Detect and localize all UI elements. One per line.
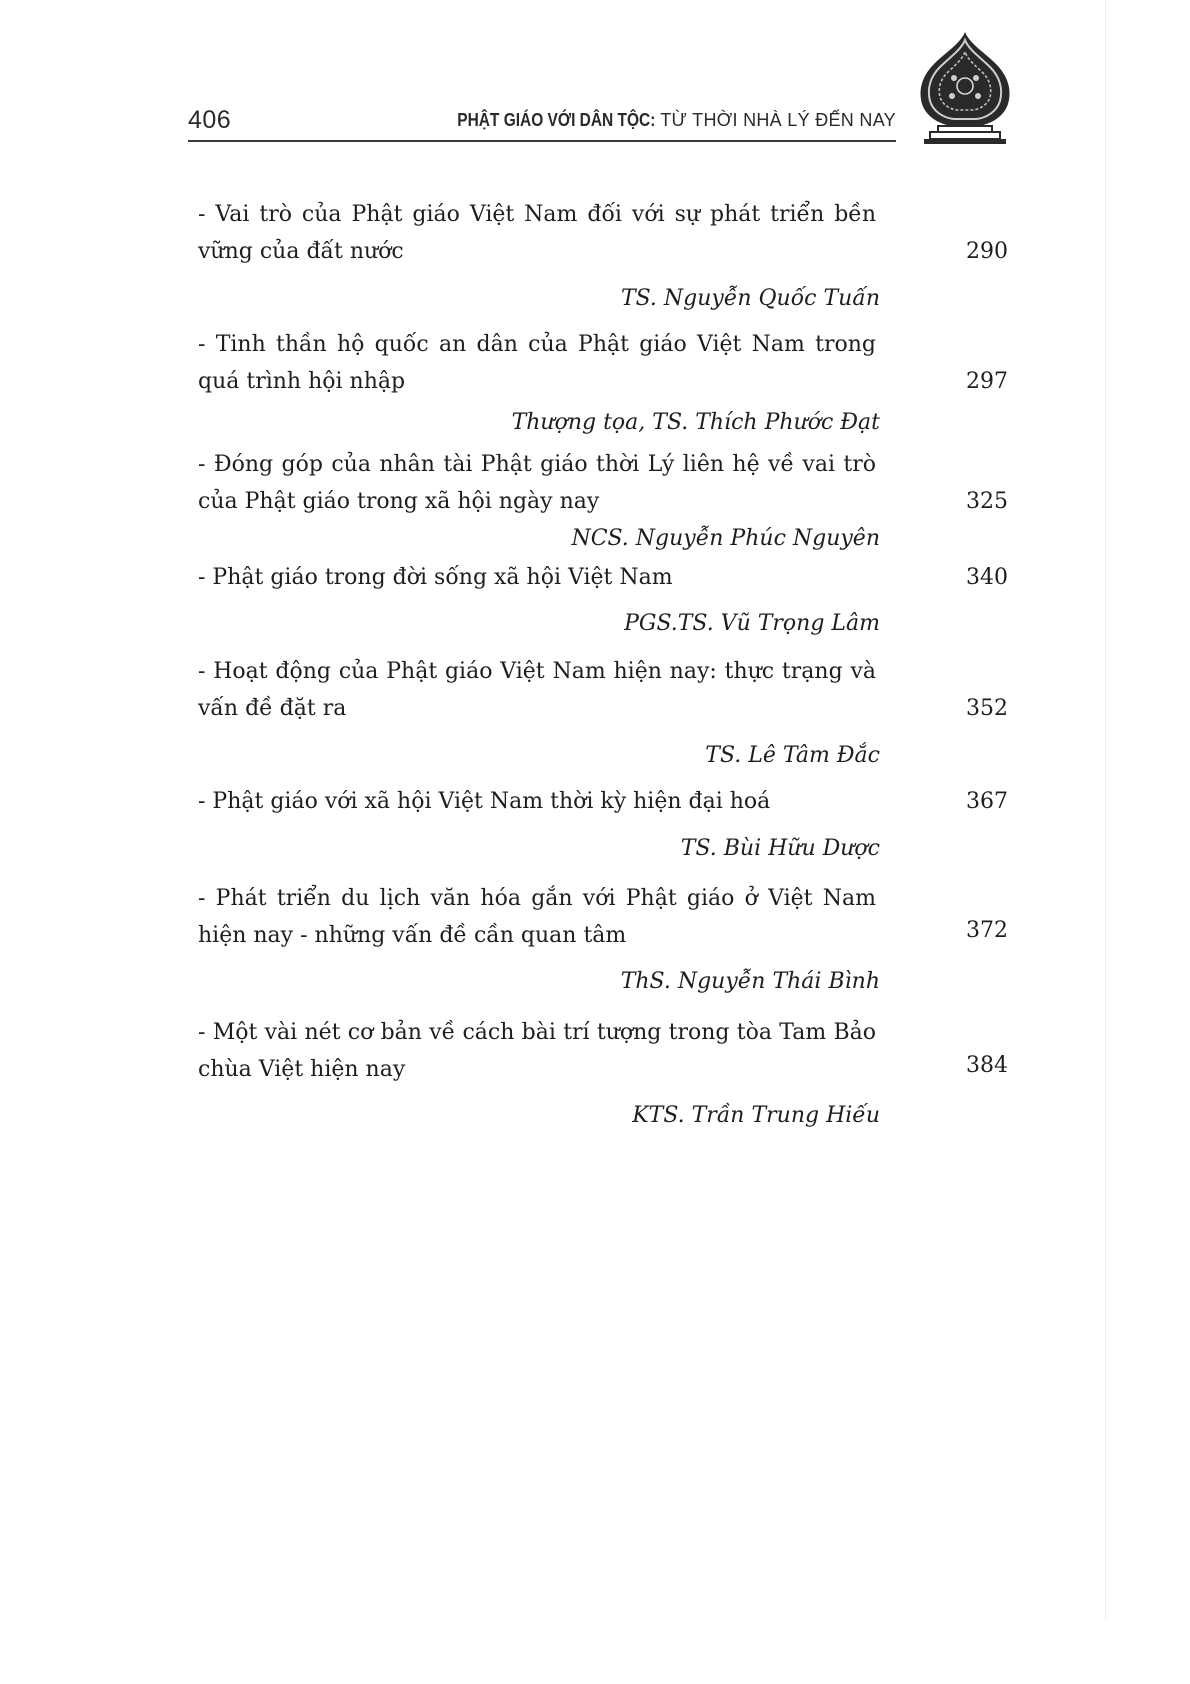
entry-title-line: - Phật giáo trong đời sống xã hội Việt Nam [198,565,673,590]
entry-title-line: - Đóng góp của nhân tài Phật giáo thời Lý liên hệ về vai trò [198,452,876,477]
entry-author: KTS. Trần Trung Hiếu [632,1103,880,1128]
entry-author: Thượng tọa, TS. Thích Phước Đạt [511,410,880,435]
entry-title-line: vấn đề đặt ra [198,696,347,721]
entry-title-line: vững của đất nước [198,239,404,264]
running-title-bold: PHẬT GIÁO VỚI DÂN TỘC: [457,110,656,130]
entry-page-number: 352 [966,696,1008,721]
entry-title [198,1014,878,1088]
entry-title-line: - Một vài nét cơ bản về cách bài trí tượng trong tòa Tam Bảo [198,1020,876,1045]
entry-title-line: quá trình hội nhập [198,369,406,394]
entry-author: ThS. Nguyễn Thái Bình [620,969,880,994]
entry-title [198,196,878,270]
entry-author: PGS.TS. Vũ Trọng Lâm [624,611,880,636]
entry-title [198,446,878,520]
entry-title-line: chùa Việt hiện nay [198,1057,406,1082]
entry-page-number: 290 [966,239,1008,264]
entry-page-number: 297 [966,369,1008,394]
entry-title [198,653,878,727]
entry-page-number: 367 [966,789,1008,814]
entry-page-number: 384 [966,1053,1008,1078]
entry-title-line: - Vai trò của Phật giáo Việt Nam đối với sự phát triển bền [198,202,876,227]
entry-title [198,783,878,820]
entry-page-number: 372 [966,918,1008,943]
entry-title [198,559,878,596]
bodhi-leaf-ornament-icon [916,30,1014,146]
entry-title [198,326,878,400]
entry-title-line: - Tinh thần hộ quốc an dân của Phật giáo Việt Nam trong [198,332,876,357]
entry-page-number: 325 [966,489,1008,514]
entry-author: TS. Bùi Hữu Dược [680,836,880,861]
page-edge [1105,0,1106,1620]
entry-title-line: - Phát triển du lịch văn hóa gắn với Phật giáo ở Việt Nam [198,886,876,911]
entry-title-line: - Hoạt động của Phật giáo Việt Nam hiện nay: thực trạng và [198,659,876,684]
entry-title [198,880,878,954]
running-header [188,100,896,140]
page-number: 406 [188,106,232,134]
running-title [425,110,896,131]
entry-author: NCS. Nguyễn Phúc Nguyên [571,526,880,551]
entry-author: TS. Nguyễn Quốc Tuấn [620,286,880,311]
entry-title-line: - Phật giáo với xã hội Việt Nam thời kỳ hiện đại hoá [198,789,771,814]
running-title-light: TỪ THỜI NHÀ LÝ ĐẾN NAY [655,110,896,130]
header-rule [188,140,896,142]
entry-title-line: của Phật giáo trong xã hội ngày nay [198,489,600,514]
entry-page-number: 340 [966,565,1008,590]
entry-title-line: hiện nay - những vấn đề cần quan tâm [198,923,627,948]
entry-author: TS. Lê Tâm Đắc [705,743,880,768]
